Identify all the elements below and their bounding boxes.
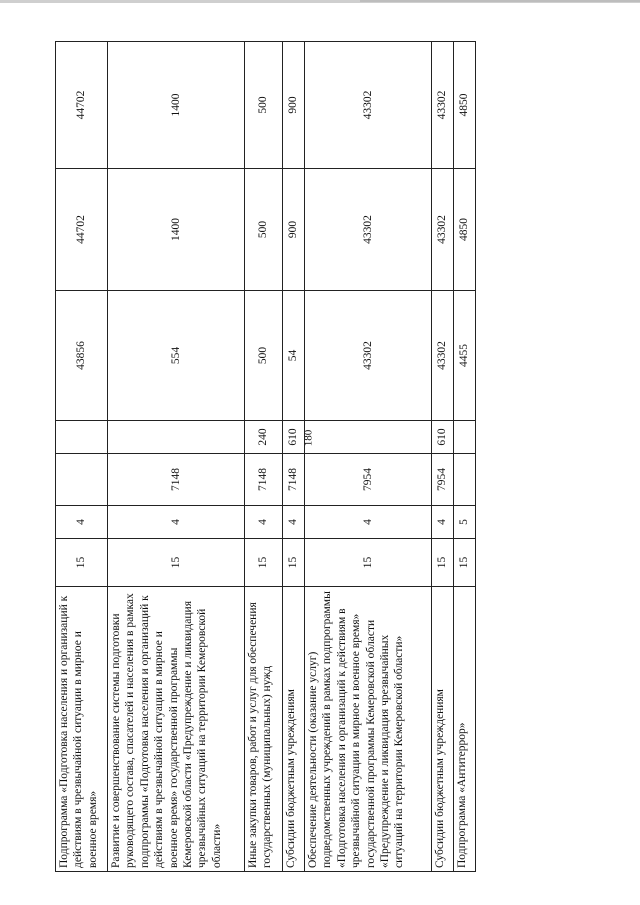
code-cell — [56, 421, 108, 454]
amount-cell: 44702 — [56, 42, 108, 169]
amount-cell: 1400 — [108, 42, 245, 169]
code-cell: 4 — [108, 506, 245, 539]
code-cell — [108, 421, 245, 454]
code-cell: 4 — [283, 506, 305, 539]
table-row — [56, 42, 108, 872]
row-name: Подпрограмма «Подготовка населения и организаций к действиям в чрезвычайной ситуации в мирное и военное время» — [56, 587, 108, 872]
code-cell: 4 — [56, 506, 108, 539]
amount-cell: 4455 — [454, 291, 476, 421]
row-name: Обеспечение деятельности (оказание услуг) подведомственных учреждений в рамках подпрограммы «Подготовка населения и организаций к действиям в чрезвычайной ситуации в мирное и военное время» государственной программы Кемеровской области «Предупреждение и ликвидация чрезвычайных ситуаций на территории Кемеровской области» — [305, 587, 432, 872]
amount-cell: 1400 — [108, 169, 245, 291]
code-cell — [454, 421, 476, 454]
amount-cell: 43856 — [56, 291, 108, 421]
row-name: Развитие и совершенствование системы подготовки руководящего состава, спасателей и населения в рамках подпрограммы «Подготовка населения и организаций к действиям в чрезвычайной ситуации в мирное и военное время» государственной программы Кемеровской области «Предупреждение и ликвидация чрезвычайных ситуаций на территории Кемеровской области» — [108, 587, 245, 872]
code-cell: 7148 — [108, 454, 245, 506]
table-row — [454, 42, 476, 872]
row-name: Иные закупки товаров, работ и услуг для обеспечения государственных (муниципальных) нужд — [245, 587, 283, 872]
amount-cell: 54 — [283, 291, 305, 421]
code-cell — [56, 454, 108, 506]
amount-cell: 4850 — [454, 169, 476, 291]
amount-cell: 554 — [108, 291, 245, 421]
table-row — [283, 42, 305, 872]
amount-cell: 43302 — [432, 42, 454, 169]
amount-cell: 4850 — [454, 42, 476, 169]
amount-cell: 43302 — [305, 169, 432, 291]
code-cell: 4 — [245, 506, 283, 539]
code-cell — [454, 454, 476, 506]
amount-cell: 900 — [283, 169, 305, 291]
amount-cell: 900 — [283, 42, 305, 169]
code-cell: 15 — [283, 539, 305, 587]
code-cell: 240 — [245, 421, 283, 454]
code-cell: 610 — [283, 421, 305, 454]
row-name: Субсидии бюджетным учреждениям — [283, 587, 305, 872]
amount-cell: 43302 — [432, 291, 454, 421]
budget-table — [55, 41, 476, 872]
code-cell — [305, 421, 432, 454]
code-cell: 15 — [305, 539, 432, 587]
row-name: Субсидии бюджетным учреждениям — [432, 587, 454, 872]
amount-cell: 500 — [245, 291, 283, 421]
code-cell: 15 — [245, 539, 283, 587]
amount-cell: 43302 — [305, 42, 432, 169]
amount-cell: 43302 — [432, 169, 454, 291]
code-cell: 15 — [108, 539, 245, 587]
code-cell: 15 — [454, 539, 476, 587]
table-row — [245, 42, 283, 872]
code-cell: 15 — [56, 539, 108, 587]
code-cell: 4 — [432, 506, 454, 539]
code-cell: 5 — [454, 506, 476, 539]
page-number: 180 — [302, 429, 315, 447]
budget-table-container — [55, 42, 475, 872]
code-cell: 15 — [432, 539, 454, 587]
code-cell: 7954 — [432, 454, 454, 506]
code-cell: 4 — [305, 506, 432, 539]
amount-cell: 500 — [245, 169, 283, 291]
amount-cell: 43302 — [305, 291, 432, 421]
code-cell: 7148 — [245, 454, 283, 506]
scan-edge-line — [360, 0, 640, 2]
code-cell: 7148 — [283, 454, 305, 506]
code-cell: 610 — [432, 421, 454, 454]
amount-cell: 500 — [245, 42, 283, 169]
row-name: Подпрограмма «Антитеррор» — [454, 587, 476, 872]
amount-cell: 44702 — [56, 169, 108, 291]
table-row — [108, 42, 245, 872]
code-cell: 7954 — [305, 454, 432, 506]
table-row — [432, 42, 454, 872]
table-row — [305, 42, 432, 872]
